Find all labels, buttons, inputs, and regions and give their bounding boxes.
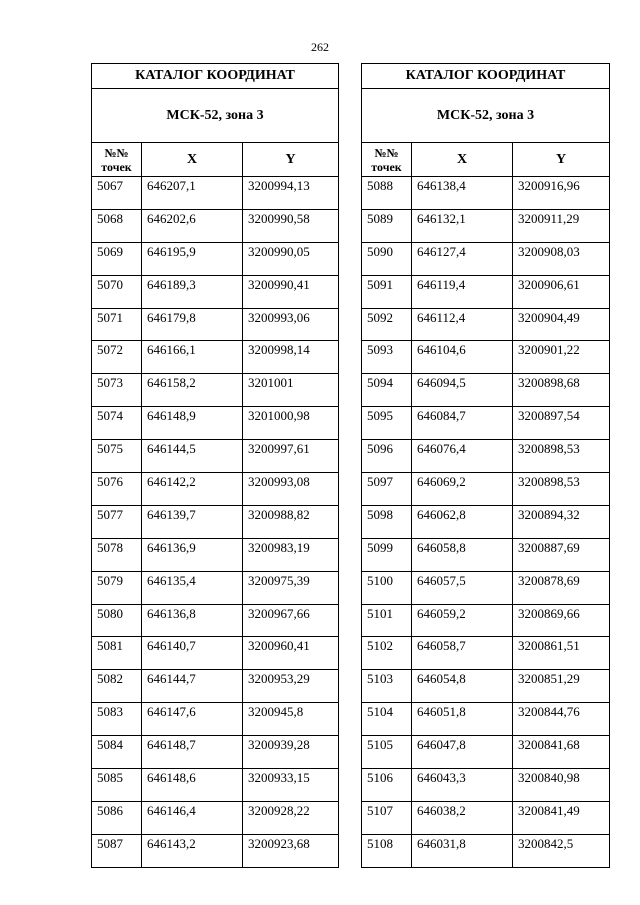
table-subtitle: МСК-52, зона 3	[92, 89, 339, 143]
table-title: КАТАЛОГ КООРДИНАТ	[92, 64, 339, 89]
coordinate-catalog-table-left	[91, 63, 339, 868]
cell-point-number: 5094	[362, 374, 412, 407]
cell-point-number: 5102	[362, 637, 412, 670]
cell-point-number: 5077	[92, 505, 142, 538]
cell-point-number: 5091	[362, 275, 412, 308]
page-number: 262	[311, 40, 329, 54]
cell-y-coordinate: 3200960,41	[243, 637, 339, 670]
table-row	[92, 505, 339, 538]
table-subtitle: МСК-52, зона 3	[362, 89, 610, 143]
cell-y-coordinate: 3200998,14	[243, 341, 339, 374]
cell-point-number: 5078	[92, 538, 142, 571]
column-header-x: X	[142, 143, 243, 177]
cell-y-coordinate: 3200988,82	[243, 505, 339, 538]
column-header-point-number	[92, 143, 142, 177]
cell-x-coordinate: 646076,4	[412, 440, 513, 473]
column-header-number-sign: №№	[374, 145, 399, 160]
cell-y-coordinate: 3200994,13	[243, 177, 339, 210]
cell-y-coordinate: 3200878,69	[513, 571, 610, 604]
table-row	[362, 637, 610, 670]
cell-y-coordinate: 3200933,15	[243, 769, 339, 802]
cell-point-number: 5101	[362, 604, 412, 637]
cell-x-coordinate: 646139,7	[142, 505, 243, 538]
cell-point-number: 5103	[362, 670, 412, 703]
cell-x-coordinate: 646031,8	[412, 834, 513, 867]
cell-y-coordinate: 3200841,68	[513, 736, 610, 769]
cell-x-coordinate: 646132,1	[412, 209, 513, 242]
cell-y-coordinate: 3200908,03	[513, 242, 610, 275]
cell-point-number: 5087	[92, 834, 142, 867]
cell-x-coordinate: 646207,1	[142, 177, 243, 210]
cell-x-coordinate: 646148,7	[142, 736, 243, 769]
cell-y-coordinate: 3200945,8	[243, 703, 339, 736]
cell-y-coordinate: 3200841,49	[513, 801, 610, 834]
cell-point-number: 5099	[362, 538, 412, 571]
cell-x-coordinate: 646112,4	[412, 308, 513, 341]
cell-y-coordinate: 3200906,61	[513, 275, 610, 308]
cell-x-coordinate: 646054,8	[412, 670, 513, 703]
table-row	[362, 308, 610, 341]
table-row	[362, 571, 610, 604]
cell-y-coordinate: 3200923,68	[243, 834, 339, 867]
cell-x-coordinate: 646043,3	[412, 769, 513, 802]
table-row	[362, 703, 610, 736]
cell-point-number: 5075	[92, 440, 142, 473]
cell-point-number: 5097	[362, 473, 412, 506]
table-row	[92, 736, 339, 769]
cell-x-coordinate: 646142,2	[142, 473, 243, 506]
cell-x-coordinate: 646148,6	[142, 769, 243, 802]
cell-point-number: 5073	[92, 374, 142, 407]
table-row	[92, 308, 339, 341]
cell-point-number: 5084	[92, 736, 142, 769]
cell-y-coordinate: 3200997,61	[243, 440, 339, 473]
table-row	[362, 801, 610, 834]
cell-y-coordinate: 3200869,66	[513, 604, 610, 637]
cell-point-number: 5083	[92, 703, 142, 736]
cell-x-coordinate: 646136,8	[142, 604, 243, 637]
cell-point-number: 5106	[362, 769, 412, 802]
cell-point-number: 5098	[362, 505, 412, 538]
cell-x-coordinate: 646069,2	[412, 473, 513, 506]
table-row	[362, 341, 610, 374]
cell-point-number: 5079	[92, 571, 142, 604]
table-row	[362, 670, 610, 703]
cell-x-coordinate: 646136,9	[142, 538, 243, 571]
cell-y-coordinate: 3200993,06	[243, 308, 339, 341]
cell-y-coordinate: 3200844,76	[513, 703, 610, 736]
table-row	[362, 209, 610, 242]
cell-y-coordinate: 3200990,05	[243, 242, 339, 275]
cell-point-number: 5071	[92, 308, 142, 341]
cell-point-number: 5081	[92, 637, 142, 670]
table-row	[92, 604, 339, 637]
table-row	[362, 407, 610, 440]
cell-point-number: 5085	[92, 769, 142, 802]
cell-y-coordinate: 3200967,66	[243, 604, 339, 637]
cell-x-coordinate: 646119,4	[412, 275, 513, 308]
cell-y-coordinate: 3201000,98	[243, 407, 339, 440]
table-body	[362, 177, 610, 868]
table-row	[362, 275, 610, 308]
column-header-number-sign: №№	[104, 145, 129, 160]
cell-y-coordinate: 3200898,68	[513, 374, 610, 407]
cell-point-number: 5095	[362, 407, 412, 440]
cell-point-number: 5076	[92, 473, 142, 506]
table-row	[362, 834, 610, 867]
table-row	[92, 703, 339, 736]
cell-x-coordinate: 646104,6	[412, 341, 513, 374]
cell-x-coordinate: 646202,6	[142, 209, 243, 242]
cell-y-coordinate: 3200990,58	[243, 209, 339, 242]
cell-y-coordinate: 3200840,98	[513, 769, 610, 802]
cell-x-coordinate: 646127,4	[412, 242, 513, 275]
cell-x-coordinate: 646144,7	[142, 670, 243, 703]
cell-point-number: 5108	[362, 834, 412, 867]
column-header-point-number	[362, 143, 412, 177]
cell-point-number: 5090	[362, 242, 412, 275]
table-row	[362, 769, 610, 802]
cell-x-coordinate: 646058,7	[412, 637, 513, 670]
table-row	[92, 242, 339, 275]
cell-x-coordinate: 646146,4	[142, 801, 243, 834]
cell-point-number: 5089	[362, 209, 412, 242]
table-row	[92, 637, 339, 670]
cell-y-coordinate: 3200983,19	[243, 538, 339, 571]
cell-x-coordinate: 646148,9	[142, 407, 243, 440]
cell-y-coordinate: 3200975,39	[243, 571, 339, 604]
cell-point-number: 5096	[362, 440, 412, 473]
table-row	[362, 604, 610, 637]
cell-y-coordinate: 3200861,51	[513, 637, 610, 670]
table-row	[92, 670, 339, 703]
cell-point-number: 5104	[362, 703, 412, 736]
cell-point-number: 5080	[92, 604, 142, 637]
cell-x-coordinate: 646195,9	[142, 242, 243, 275]
cell-point-number: 5069	[92, 242, 142, 275]
table-row	[92, 538, 339, 571]
cell-point-number: 5068	[92, 209, 142, 242]
cell-point-number: 5105	[362, 736, 412, 769]
cell-point-number: 5088	[362, 177, 412, 210]
cell-y-coordinate: 3200851,29	[513, 670, 610, 703]
cell-x-coordinate: 646135,4	[142, 571, 243, 604]
table-row	[92, 571, 339, 604]
table-row	[92, 341, 339, 374]
cell-point-number: 5086	[92, 801, 142, 834]
table-row	[362, 177, 610, 210]
cell-x-coordinate: 646166,1	[142, 341, 243, 374]
table-row	[92, 275, 339, 308]
table-row	[362, 736, 610, 769]
cell-x-coordinate: 646047,8	[412, 736, 513, 769]
cell-x-coordinate: 646144,5	[142, 440, 243, 473]
cell-y-coordinate: 3200928,22	[243, 801, 339, 834]
cell-x-coordinate: 646158,2	[142, 374, 243, 407]
table-row	[92, 407, 339, 440]
table-row	[362, 538, 610, 571]
cell-x-coordinate: 646058,8	[412, 538, 513, 571]
table-row	[92, 801, 339, 834]
cell-x-coordinate: 646094,5	[412, 374, 513, 407]
cell-point-number: 5107	[362, 801, 412, 834]
table-row	[362, 374, 610, 407]
cell-y-coordinate: 3200911,29	[513, 209, 610, 242]
cell-point-number: 5072	[92, 341, 142, 374]
cell-y-coordinate: 3200898,53	[513, 440, 610, 473]
cell-point-number: 5074	[92, 407, 142, 440]
table-row	[362, 505, 610, 538]
table-title: КАТАЛОГ КООРДИНАТ	[362, 64, 610, 89]
cell-x-coordinate: 646051,8	[412, 703, 513, 736]
table-row	[92, 177, 339, 210]
table-row	[92, 834, 339, 867]
cell-point-number: 5082	[92, 670, 142, 703]
cell-y-coordinate: 3201001	[243, 374, 339, 407]
table-row	[92, 374, 339, 407]
table-row	[92, 473, 339, 506]
cell-x-coordinate: 646084,7	[412, 407, 513, 440]
cell-y-coordinate: 3200894,32	[513, 505, 610, 538]
cell-y-coordinate: 3200904,49	[513, 308, 610, 341]
cell-y-coordinate: 3200993,08	[243, 473, 339, 506]
table-row	[92, 209, 339, 242]
cell-y-coordinate: 3200897,54	[513, 407, 610, 440]
cell-y-coordinate: 3200990,41	[243, 275, 339, 308]
cell-y-coordinate: 3200939,28	[243, 736, 339, 769]
table-row	[362, 242, 610, 275]
table-row	[92, 440, 339, 473]
cell-point-number: 5070	[92, 275, 142, 308]
cell-y-coordinate: 3200901,22	[513, 341, 610, 374]
cell-x-coordinate: 646143,2	[142, 834, 243, 867]
table-row	[362, 473, 610, 506]
cell-x-coordinate: 646059,2	[412, 604, 513, 637]
column-header-y: Y	[243, 143, 339, 177]
coordinate-catalog-table-right	[361, 63, 610, 868]
column-header-points-label: точек	[101, 159, 132, 174]
cell-x-coordinate: 646038,2	[412, 801, 513, 834]
cell-y-coordinate: 3200898,53	[513, 473, 610, 506]
cell-y-coordinate: 3200842,5	[513, 834, 610, 867]
cell-point-number: 5093	[362, 341, 412, 374]
cell-x-coordinate: 646057,5	[412, 571, 513, 604]
cell-y-coordinate: 3200916,96	[513, 177, 610, 210]
cell-y-coordinate: 3200953,29	[243, 670, 339, 703]
cell-x-coordinate: 646179,8	[142, 308, 243, 341]
column-header-points-label: точек	[371, 159, 402, 174]
table-row	[362, 440, 610, 473]
cell-x-coordinate: 646189,3	[142, 275, 243, 308]
table-row	[92, 769, 339, 802]
cell-x-coordinate: 646140,7	[142, 637, 243, 670]
cell-x-coordinate: 646138,4	[412, 177, 513, 210]
cell-point-number: 5092	[362, 308, 412, 341]
cell-point-number: 5067	[92, 177, 142, 210]
cell-point-number: 5100	[362, 571, 412, 604]
cell-y-coordinate: 3200887,69	[513, 538, 610, 571]
cell-x-coordinate: 646147,6	[142, 703, 243, 736]
table-body	[92, 177, 339, 868]
column-header-x: X	[412, 143, 513, 177]
column-header-y: Y	[513, 143, 610, 177]
cell-x-coordinate: 646062,8	[412, 505, 513, 538]
